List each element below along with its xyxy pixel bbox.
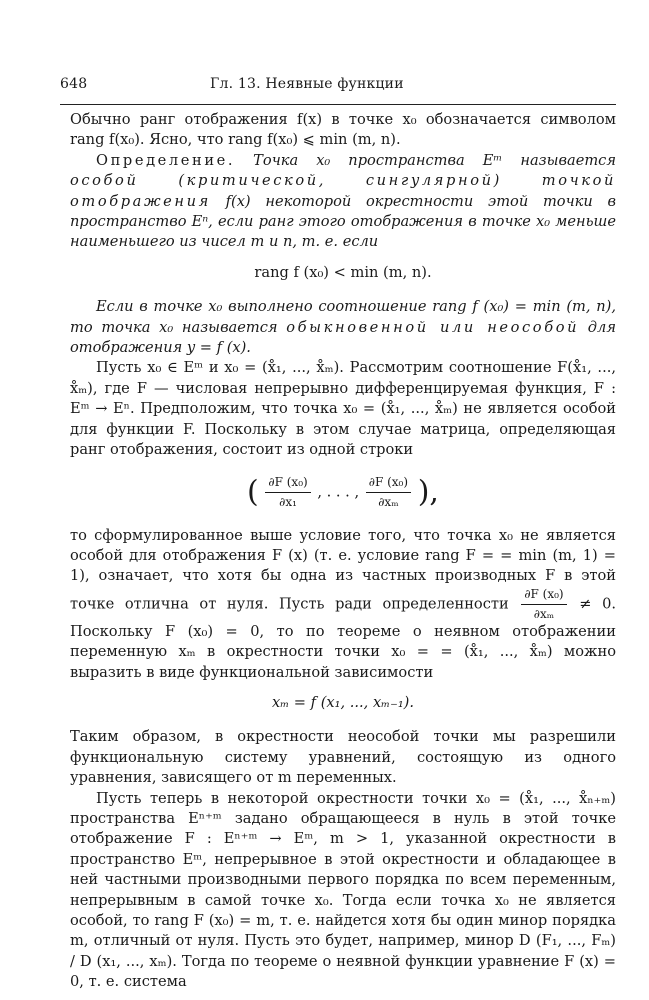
definition-cont-text-2: для отображения y = f (x). [70, 318, 617, 357]
p4-partial-numerator: ∂F (x₀) [521, 587, 566, 605]
definition-paragraph [70, 151, 616, 253]
gradient-row-vector [70, 475, 616, 510]
equation-implicit-solution: xₘ = f (x₁, ..., xₘ₋₁). [271, 693, 415, 711]
definition-text-1: Точка x₀ пространства Eᵐ называется [253, 151, 617, 169]
paragraph-scalar-case: Пусть x₀ ∈ Eᵐ и x₀ = (x̊₁, ..., x̊ₘ). Рассмотрим соотношение F(x̊₁, ..., x̊ₘ), где F — числовая непрерывно дифференцируемая функция, F : Eᵐ → Eⁿ. Предположим, что точка x₀ = (x̊₁, ..., x̊ₘ) не является особой для функции F. Поскольку в этом случае матрица, определяющая ранг отображения, состоит из одной строки [70, 359, 616, 459]
header-rule [60, 104, 616, 105]
definition-spaced-term-2: обыкновенной или неособой [286, 318, 580, 336]
partial-numerator-1: ∂F (x₀) [265, 475, 310, 493]
p4-partial-denominator: ∂xₘ [533, 606, 555, 621]
paragraph-vector-case: Пусть теперь в некоторой окрестности точки x₀ = (x̊₁, ..., x̊ₙ₊ₘ) пространства Eⁿ⁺ᵐ задано обращающееся в нуль в этой точке отображение F : Eⁿ⁺ᵐ → Eᵐ, m > 1, указанной окрестности в пространство Eᵐ, непрерывное в этой окрестности и обладающее в ней частными производными первого порядка по всем переменным, непрерывным в самой точке x₀. Тогда если точка x₀ не является особой, то rang F (x₀) = m, т. е. найдется хотя бы один минор порядка m, отличный от нуля. Пусть это будет, например, минор D (F₁, ..., Fₘ) / D (x₁, ..., xₘ). Тогда по теореме о неявной функции уравнение F (x) = 0, т. е. система [70, 789, 616, 991]
p4-text-b: ≠ 0. Поскольку F (x₀) = 0, то по теореме о неявном отображении переменную xₘ в окрестности точки x₀ = = (x̊₁, ..., x̊ₘ) можно выразить в виде функциональной зависимости [70, 595, 617, 681]
definition-spaced-term-1: особой (критической, сингулярной) точкой отображения [70, 172, 616, 210]
equation-singular-condition: rang f (x₀) < min (m, n). [254, 263, 432, 281]
partial-denominator-2: ∂xₘ [378, 494, 399, 509]
running-title: Гл. 13. Неявные функции [210, 76, 404, 92]
partial-fraction-1 [265, 475, 310, 510]
vector-ellipsis: , . . . , [317, 483, 360, 500]
partial-fraction-2 [366, 475, 411, 510]
definition-continuation [70, 297, 616, 358]
paragraph-rank-notation: Обычно ранг отображения f(x) в точке x₀ обозначается символом rang f(x₀). Ясно, что rang f(x₀) ⩽ min (m, n). [70, 111, 616, 149]
definition-text-2: f(x) некоторой окрестности этой точки в пространство Eⁿ, если ранг этого отображения в точке x₀ меньше наименьшего из чисел m и n, т. е. если [70, 192, 616, 251]
p4-text-a: то сформулированное выше условие того, что точка x₀ не является особой для отображения F (x) (т. е. условие rang F = = min (m, 1) = 1), означает, что хотя бы одна из частных производных F в этой точке отлична от нуля. Пусть ради определенности [70, 526, 616, 613]
partial-numerator-2: ∂F (x₀) [366, 475, 411, 493]
definition-cont-text-1: Если в точке x₀ выполнено соотношение rang f (x₀) = min (m, n), то точка x₀ называется [70, 298, 616, 336]
open-paren: ( [247, 474, 259, 509]
p4-partial-fraction [521, 587, 566, 622]
close-paren: ), [417, 474, 439, 509]
page-body [70, 110, 616, 993]
paragraph-summary: Таким образом, в окрестности неособой точки мы разрешили функциональную систему уравнений, состоящую из одного уравнения, зависящего от m переменных. [70, 728, 616, 787]
page-number: 648 [60, 76, 88, 92]
definition-label: Определение. [96, 151, 236, 169]
partial-denominator-1: ∂x₁ [279, 494, 297, 509]
paragraph-nonsingular-consequence [70, 526, 616, 683]
